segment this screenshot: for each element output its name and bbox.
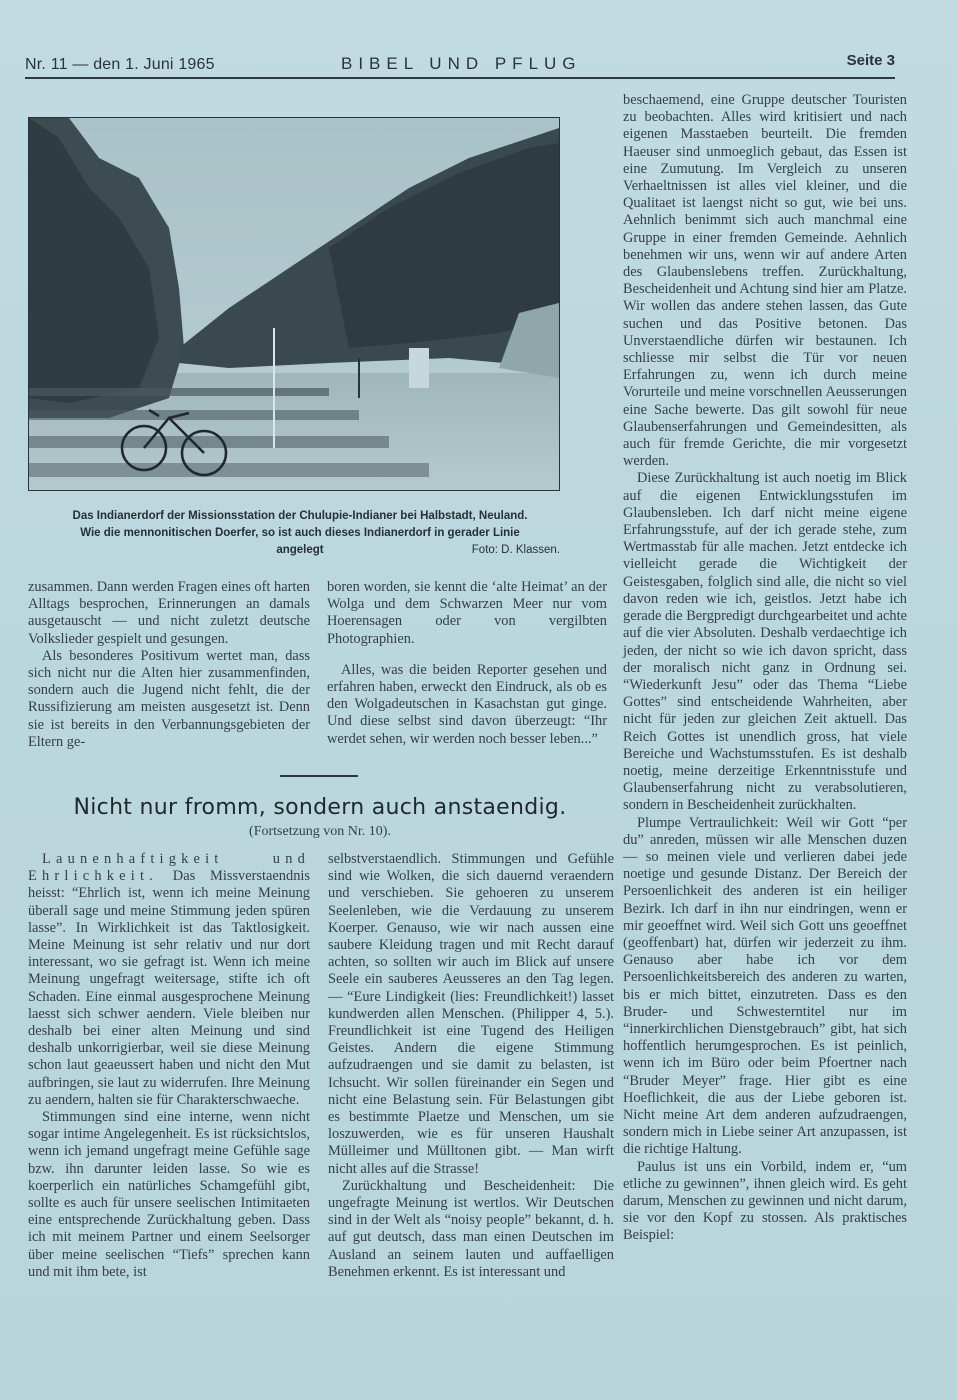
header-rule <box>25 77 895 79</box>
paragraph <box>28 851 310 1109</box>
lead-in: Launenhaftigkeit und Ehrlichkeit. <box>28 851 310 885</box>
article-main-column-1 <box>28 851 310 1281</box>
photo-indian-village <box>28 117 560 491</box>
caption-line-1: Das Indianerdorf der Missionsstation der Chulupie-Indianer bei Halbstadt, Neuland. <box>72 510 528 522</box>
article-top-column-2 <box>327 579 607 748</box>
article-main-column-2 <box>328 851 614 1281</box>
paragraph: Paulus ist uns ein Vorbild, indem er, “um etliche zu gewinnen”, ihnen gleich wird. Es geht darum, Menschen zu gewinnen und nicht darum, sie vor den Kopf zu stossen. Als praktisches Beispiel: <box>623 1158 907 1244</box>
article-divider <box>280 775 358 777</box>
article-subheadline: (Fortsetzung von Nr. 10). <box>249 824 391 839</box>
caption-line-2: Wie die mennonitischen Doerfer, so ist auch dieses Indianerdorf in gerader Linie <box>80 527 520 539</box>
paragraph: boren worden, sie kennt die ‘alte Heimat’ an der Wolga und dem Schwarzen Meer nur vom Hoerensagen oder von vergilbten Photographien. <box>327 579 607 647</box>
paragraph: zusammen. Dann werden Fragen eines oft harten Alltags besprochen, Erinnerungen an damals ausgetauscht — und nicht zuletzt deutsche Volkslieder gespielt und gesungen. <box>28 579 310 647</box>
paragraph: Als besonderes Positivum wertet man, dass sich nicht nur die Alten hier zusammenfinden, sondern auch die Jugend nicht fehlt, die der Russifizierung am meisten ausgesetzt ist. Denn sie ist bereits in den Verbannungsgebieten der Eltern ge- <box>28 647 310 750</box>
article-top-column-1 <box>28 579 310 751</box>
article-headline: Nicht nur fromm, sondern auch anstaendig. <box>73 795 567 820</box>
paragraph: Diese Zurückhaltung ist auch noetig im Blick auf die eigenen Entwicklungsstufen im Glaubensleben. Ich darf nicht meine eigene Erfahrungsstufe, auf der ich gerade stehe, zum Wertmasstab für alle machen. Jetzt entdecke ich vielleicht gerade die Wichtigkeit der Geistesgaben, folglich sind alle, die nicht so viel davon reden wie ich, geistlos. Jetzt habe ich gerade die Bergpredigt durchgearbeitet und achte auf die vier Absoluten. Deshalb verdaechtige ich jeden, der nicht so wie ich davon spricht, dass der moralisch nicht ganz in Ordnung sei. “Wiederkunft Jesu” oder das Thema “Liebe Gottes” sind entscheidende Wahrheiten, aber nicht für jeden zur gleichen Zeit aktuell. Das Reich Gottes ist unendlich gross, hat viele Bereiche und Wachstumsstufen. Es ist deshalb noetig, meine derzeitige Erkenntnisstufe und Glaubenserfahrung nicht zu verabsolutieren, sondern in Bescheidenheit zurückhalten. <box>623 470 907 814</box>
lead-rest: Das Missverstaendnis heisst: “Ehrlich ist, wenn ich meine Meinung überall sage und meine Stimmung jeden spüren lasse”. In Wirklichkeit ist das Taktlosigkeit. Meine Meinung ist sehr relativ und nur dort interessant, wo sie gefragt ist. Wenn ich meine Meinung ungefragt weitersage, stifte ich oft Schaden. Eine einmal ausgesprochene Meinung laesst sich schwer aendern. Viele bleiben nur deshalb bei einer alten Meinung und sind deshalb unkorrigierbar, weil sie diese Meinung schon laut geaeussert haben und nicht den Mut aufbringen, sie laut zu widerrufen. Ihre Meinung zu aendern, halten sie für Charakterschwaeche. <box>28 868 310 1108</box>
photo-caption <box>30 508 570 559</box>
page-number: Seite 3 <box>846 52 895 69</box>
photo-credit: Foto: D. Klassen. <box>471 544 560 556</box>
paragraph: Zurückhaltung und Bescheidenheit: Die ungefragte Meinung ist wertlos. Wir Deutschen sind in der Welt als “noisy people” bekannt, d. h. auf gut deutsch, dass man einen Deutschen im Ausland an seinem lauten und auffaelligen Benehmen erkennt. Es ist interessant und <box>328 1177 614 1280</box>
newspaper-title: BIBEL UND PFLUG <box>341 54 582 73</box>
issue-date: Nr. 11 — den 1. Juni 1965 <box>25 56 215 73</box>
paragraph: beschaemend, eine Gruppe deutscher Touristen zu beobachten. Alles wird kritisiert und nach eigenen Masstaeben beurteilt. Die fremden Haeuser sind unmoeglich gebaut, das Essen ist eine Zumutung. Im Vergleich zu unseren Verhaeltnissen ist alles viel kleiner, und die Qualitaet ist laengst nicht so gut, wie bei uns. Aehnlich benimmt sich auch manchmal eine Gruppe in einer fremden Gemeinde. Aehnlich benehmen wir uns, wenn wir auf andere Arten des Glaubenslebens treffen. Zurückhaltung, Bescheidenheit und Achtung sind hier am Platze. Wir wollen das andere stehen lassen, das Gute suchen und das Positive betonen. Das Unverstaendliche dürfen wir bestaunen. Ich schliesse mir selbst die Tür vor neuen Erfahrungen zu, wenn ich durch meine Vorurteile und meine vorschnellen Aeusserungen eine Sache bewerte. Das gilt sowohl für neue Glaubenserfahrungen und Gemeindesitten, als auch für fremde Gerichte, die mir vorgesetzt werden. <box>623 92 907 470</box>
page-header <box>25 50 895 78</box>
paragraph: Plumpe Vertraulichkeit: Weil wir Gott “per du” anreden, müssen wir alle Menschen duzen — so meinen viele und verlieren dabei jede noetige und gesunde Distanz. Der Bereich der Persoenlichkeit des anderen ist ein heiliger Bezirk. Ich darf in ihn nur eindringen, wenn er mir geoeffnet wird. Weil sich Gott uns geoeffnet (geoffenbart) hat, dürfen wir jederzeit zu ihm. Genauso aber habe ich vor dem Persoenlichkeitsbereich des anderen zu warten, bis er mich bittet, einzutreten. Dass es den Bruder- und Schwesterntitel nur im “innerkirchlichen Dienstgebrauch” gibt, hat sich hoffentlich herumgesprochen. Es ist peinlich, wenn ich im Büro oder beim Pfoertner nach “Bruder Meyer” frage. Hier gibt es eine Hoeflichkeit, die aus der Liebe geboren ist. Nicht meine Art dem anderen aufzudraengen, sondern mich in Liebe seiner Art anzupassen, ist die richtige Haltung. <box>623 814 907 1158</box>
photo-image <box>29 118 559 490</box>
paragraph: Alles, was die beiden Reporter gesehen und erfahren haben, erweckt den Eindruck, als ob es den Wolgadeutschen in Kasachstan gut ginge. Und diese selbst sind davon überzeugt: “Ihr werdet sehen, wir werden noch besser leben...” <box>327 661 607 747</box>
caption-line-3: angelegt <box>276 544 324 556</box>
paragraph: Stimmungen sind eine interne, wenn nicht sogar intime Angelegenheit. Es ist rücksichtslos, wenn ich jemand ungefragt meine Gefühle sage bzw. ihn darunter leiden lasse. So wie es koerperlich ein natürliches Schamgefühl gibt, sollte es auch für unsere seelischen Intimitaeten eine entsprechende Zurückhaltung geben. Dass ich mit meinem Partner und einem Seelsorger über meine seelischen “Tiefs” sprechen kann und mit ihm bete, ist <box>28 1109 310 1280</box>
right-column <box>623 92 907 1245</box>
paragraph: selbstverstaendlich. Stimmungen und Gefühle sind wie Wolken, die sich dauernd veraendern und verschieben. Sie gehoeren zu unserem Seelenleben, wie die Verdauung zu unserem Koerper. Genauso, wie wir nach aussen eine saubere Kleidung tragen und mit Recht darauf achten, so sollten wir auch im Blick auf unsere Seele ein sauberes Aeusseres an den Tag legen. — “Eure Lindigkeit (lies: Freundlichkeit!) lasset kundwerden allen Menschen. (Philipper 4, 5.). Freundlichkeit ist eine Tugend des Heiligen Geistes. Andern die eigene Stimmung aufzudraengen und sie damit zu belasten, ist Ichsucht. Wir sollen füreinander ein Segen und nicht eine Belastung sein. Für Belastungen gibt es bestimmte Plaetze und Menschen, um sie loszuwerden, wie es für unseren Haushalt Mülleimer und Mülltonen gibt. — Man wirft nicht alles auf die Strasse! <box>328 851 614 1177</box>
